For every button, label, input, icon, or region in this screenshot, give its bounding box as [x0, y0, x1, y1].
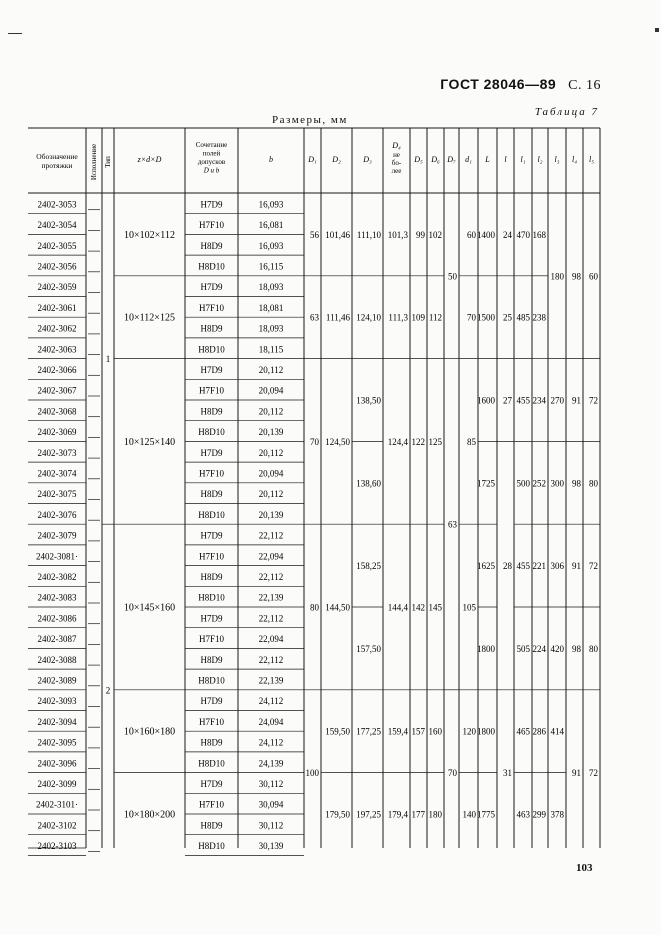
row-designation: 2402-3101· [36, 799, 78, 810]
row-b: 16,115 [258, 261, 284, 272]
merged-L: 1800 [477, 643, 495, 654]
row-b: 16,081 [258, 220, 284, 231]
merged-D2: 111,46 [325, 312, 350, 323]
row-tolerance: H8D9 [200, 737, 223, 748]
header-variant: Исполнение [90, 143, 98, 181]
merged-D1: 80 [310, 602, 319, 613]
row-designation: 2402-3096 [37, 758, 77, 769]
row-tolerance: H7F10 [198, 302, 225, 313]
row-b: 24,094 [258, 716, 284, 727]
row-tolerance: H7F10 [198, 634, 225, 645]
row-b: 20,139 [258, 427, 284, 438]
row-b: 18,081 [258, 302, 284, 313]
merged-zdD: 10×145×160 [123, 602, 176, 614]
merged-l2: 299 [532, 809, 546, 820]
merged-type: 1 [105, 354, 111, 365]
merged-l4: 98 [572, 643, 581, 654]
row-tolerance: H8D10 [198, 261, 225, 272]
row-designation: 2402-3093 [37, 696, 77, 707]
merged-L: 1725 [477, 478, 495, 489]
merged-D3: 157,50 [356, 643, 381, 654]
merged-D1: 100 [305, 768, 319, 779]
row-designation: 2402-3075 [37, 489, 77, 500]
merged-D4: 124,4 [387, 436, 408, 447]
row-designation: 2402-3099 [37, 778, 77, 789]
merged-D3: 177,25 [356, 726, 381, 737]
row-b: 22,112 [258, 530, 284, 541]
row-designation: 2402-3076 [37, 509, 77, 520]
row-designation: 2402-3054 [37, 220, 77, 231]
header-tolerance: Сочетание [195, 141, 228, 149]
merged-D4: 111,3 [388, 312, 408, 323]
row-b: 30,112 [258, 778, 284, 789]
row-designation: 2402-3094 [37, 716, 77, 727]
merged-D3: 124,10 [356, 312, 381, 323]
header-D1: D₁ [308, 155, 317, 164]
merged-l3: 306 [550, 561, 564, 572]
merged-D5: 109 [411, 312, 425, 323]
row-b: 20,112 [258, 447, 284, 458]
row-tolerance: H7F10 [198, 799, 225, 810]
row-designation: 2402-3088 [37, 654, 77, 665]
merged-D3: 158,25 [356, 561, 381, 572]
row-designation: 2402-3067 [37, 385, 77, 396]
merged-l2: 168 [532, 229, 546, 240]
row-b: 22,094 [258, 551, 284, 562]
merged-D4: 144,4 [387, 602, 408, 613]
merged-d1: 140 [462, 809, 476, 820]
row-b: 18,093 [258, 323, 284, 334]
header-l3: l₃ [554, 155, 560, 164]
merged-D1: 63 [310, 312, 319, 323]
row-tolerance: H7D9 [200, 282, 223, 293]
merged-l4: 91 [572, 561, 581, 572]
row-designation: 2402-3083 [37, 592, 77, 603]
row-tolerance: H7D9 [200, 199, 223, 210]
header-tolerance: D и b [203, 166, 220, 175]
row-designation: 2402-3059 [37, 282, 77, 293]
row-designation: 2402-3082 [37, 571, 77, 582]
header-D4: лее [391, 167, 402, 175]
merged-L: 1800 [477, 726, 495, 737]
dimensions-caption: Размеры, мм [272, 114, 348, 126]
merged-l5: 72 [589, 395, 598, 406]
merged-D6: 180 [428, 809, 442, 820]
merged-l3: 420 [550, 643, 564, 654]
merged-D6: 102 [428, 229, 442, 240]
row-designation: 2402-3102 [37, 820, 77, 831]
merged-l: 31 [503, 768, 512, 779]
row-tolerance: H8D10 [198, 592, 225, 603]
merged-l2: 221 [532, 561, 546, 572]
header-D4: не [393, 151, 400, 159]
header-tolerance: допусков [197, 158, 226, 166]
merged-type: 2 [105, 685, 111, 696]
header-D3: D₃ [363, 155, 372, 164]
row-tolerance: H7F10 [198, 220, 225, 231]
table-caption: Таблица 7 [534, 106, 599, 118]
merged-l4: 91 [572, 768, 581, 779]
merged-D3: 138,50 [356, 395, 381, 406]
row-tolerance: H8D10 [198, 758, 225, 769]
merged-l4: 91 [572, 395, 581, 406]
merged-l1: 465 [516, 726, 530, 737]
merged-L: 1400 [477, 229, 495, 240]
row-tolerance: H7F10 [198, 385, 225, 396]
page-number: 103 [576, 862, 593, 874]
row-designation: 2402-3062 [37, 323, 77, 334]
merged-l3: 180 [550, 271, 564, 282]
row-b: 20,094 [258, 468, 284, 479]
row-designation: 2402-3087 [37, 634, 77, 645]
header-l4: l₄ [571, 155, 578, 164]
row-designation: 2402-3081· [36, 551, 78, 562]
row-b: 22,112 [258, 654, 284, 665]
merged-l1: 485 [516, 312, 530, 323]
row-designation: 2402-3079 [37, 530, 77, 541]
row-b: 22,112 [258, 613, 284, 624]
header-D4: бо- [391, 159, 402, 167]
row-b: 30,139 [258, 841, 284, 852]
row-designation: 2402-3056 [37, 261, 77, 272]
merged-l4: 98 [572, 271, 581, 282]
row-b: 30,112 [258, 820, 284, 831]
merged-zdD: 10×112×125 [124, 312, 175, 324]
row-tolerance: H8D9 [200, 820, 223, 831]
merged-L: 1500 [477, 312, 495, 323]
gost-number: ГОСТ 28046—89 [440, 76, 557, 92]
merged-D5: 177 [411, 809, 425, 820]
merged-l3: 414 [550, 726, 564, 737]
header-D7: D₇ [447, 155, 456, 164]
merged-D3: 197,25 [356, 809, 381, 820]
row-tolerance: H8D10 [198, 427, 225, 438]
merged-D4: 101,3 [387, 229, 408, 240]
merged-D7: 50 [448, 271, 457, 282]
merged-l3: 270 [550, 395, 564, 406]
row-designation: 2402-3086 [37, 613, 77, 624]
merged-l5: 72 [589, 561, 598, 572]
row-designation: 2402-3061 [37, 302, 77, 313]
row-designation: 2402-3053 [37, 199, 77, 210]
row-tolerance: H8D9 [200, 323, 223, 334]
merged-D2: 144,50 [325, 602, 350, 613]
merged-D3: 111,10 [356, 229, 381, 240]
row-tolerance: H7D9 [200, 447, 223, 458]
row-tolerance: H7F10 [198, 716, 225, 727]
merged-d1: 85 [467, 436, 476, 447]
row-tolerance: H8D10 [198, 344, 225, 355]
merged-D2: 159,50 [325, 726, 350, 737]
merged-D2: 179,50 [325, 809, 350, 820]
row-designation: 2402-3068 [37, 406, 77, 417]
row-b: 22,094 [258, 634, 284, 645]
merged-D5: 142 [411, 602, 425, 613]
row-designation: 2402-3069 [37, 427, 77, 438]
row-tolerance: H8D9 [200, 489, 223, 500]
row-designation: 2402-3073 [37, 447, 77, 458]
row-b: 16,093 [258, 199, 284, 210]
merged-D2: 101,46 [325, 229, 350, 240]
merged-d1: 105 [462, 602, 476, 613]
merged-D7: 63 [448, 519, 457, 530]
merged-l1: 470 [516, 229, 530, 240]
header-l: l [504, 155, 507, 164]
merged-L: 1775 [477, 809, 495, 820]
merged-zdD: 10×160×180 [123, 726, 176, 738]
row-b: 30,094 [258, 799, 284, 810]
row-tolerance: H7D9 [200, 613, 223, 624]
row-designation: 2402-3089 [37, 675, 77, 686]
merged-D7: 70 [448, 768, 457, 779]
row-b: 20,112 [258, 406, 284, 417]
row-b: 22,112 [258, 571, 284, 582]
merged-D6: 112 [428, 312, 442, 323]
row-tolerance: H8D10 [198, 841, 225, 852]
header-D2: D₂ [332, 155, 341, 164]
row-designation: 2402-3103 [37, 841, 77, 852]
merged-D5: 99 [416, 229, 425, 240]
row-designation: 2402-3074 [37, 468, 77, 479]
header-l2: l₂ [537, 155, 543, 164]
row-tolerance: H7D9 [200, 364, 223, 375]
merged-D3: 138,60 [356, 478, 381, 489]
merged-l3: 378 [550, 809, 564, 820]
merged-D6: 160 [428, 726, 442, 737]
merged-zdD: 10×102×112 [124, 229, 175, 241]
merged-L: 1600 [477, 395, 495, 406]
merged-L: 1625 [477, 561, 495, 572]
row-b: 16,093 [258, 240, 284, 251]
header-b: b [269, 155, 273, 164]
merged-d1: 120 [462, 726, 476, 737]
row-tolerance: H7F10 [198, 551, 225, 562]
merged-l2: 224 [532, 643, 546, 654]
row-designation: 2402-3066 [37, 364, 77, 375]
row-b: 18,115 [258, 344, 284, 355]
row-b: 18,093 [258, 282, 284, 293]
merged-l2: 234 [532, 395, 546, 406]
row-tolerance: H8D9 [200, 406, 223, 417]
header-l1: l₁ [520, 155, 526, 164]
merged-l: 28 [503, 561, 512, 572]
header-L: L [485, 155, 490, 164]
header-D6: D₆ [431, 155, 440, 164]
row-b: 24,112 [258, 737, 284, 748]
merged-l: 24 [503, 229, 512, 240]
merged-zdD: 10×180×200 [123, 809, 176, 821]
merged-l1: 455 [516, 561, 530, 572]
header-tolerance: полей [202, 149, 221, 158]
merged-l2: 252 [532, 478, 546, 489]
row-tolerance: H7D9 [200, 696, 223, 707]
merged-l1: 455 [516, 395, 530, 406]
merged-D6: 125 [428, 436, 442, 447]
header-D4: D₄ [392, 141, 401, 150]
merged-l1: 500 [516, 478, 530, 489]
header-zdD: z×d×D [137, 155, 162, 164]
merged-d1: 60 [467, 229, 476, 240]
merged-l5: 60 [589, 271, 598, 282]
row-b: 20,139 [258, 509, 284, 520]
header-designation: Обозначение [36, 152, 78, 161]
merged-l5: 80 [589, 643, 598, 654]
merged-D5: 157 [411, 726, 425, 737]
merged-l3: 300 [550, 478, 564, 489]
merged-D1: 70 [310, 436, 319, 447]
row-b: 24,139 [258, 758, 284, 769]
row-b: 20,112 [258, 364, 284, 375]
merged-D4: 179,4 [387, 809, 408, 820]
header-type: Тип [104, 156, 112, 168]
row-tolerance: H8D10 [198, 509, 225, 520]
row-designation: 2402-3055 [37, 240, 77, 251]
header-D5: D₅ [414, 155, 423, 164]
merged-D5: 122 [411, 436, 425, 447]
row-tolerance: H7D9 [200, 530, 223, 541]
merged-d1: 70 [467, 312, 476, 323]
row-tolerance: H8D9 [200, 240, 223, 251]
row-tolerance: H7F10 [198, 468, 225, 479]
header-d1: d₁ [465, 155, 472, 164]
merged-zdD: 10×125×140 [123, 436, 176, 448]
row-b: 22,139 [258, 675, 284, 686]
page-label: С. 16 [568, 78, 601, 93]
merged-l1: 463 [516, 809, 530, 820]
merged-l1: 505 [516, 643, 530, 654]
merged-l5: 80 [589, 478, 598, 489]
header-l5: l₅ [588, 155, 595, 164]
row-tolerance: H7D9 [200, 778, 223, 789]
row-b: 20,094 [258, 385, 284, 396]
merged-l: 27 [503, 395, 512, 406]
row-tolerance: H8D9 [200, 654, 223, 665]
merged-D4: 159,4 [387, 726, 408, 737]
merged-l2: 286 [532, 726, 546, 737]
merged-l2: 238 [532, 312, 546, 323]
row-designation: 2402-3095 [37, 737, 77, 748]
merged-D1: 56 [310, 229, 319, 240]
row-b: 24,112 [258, 696, 284, 707]
row-designation: 2402-3063 [37, 344, 77, 355]
row-tolerance: H8D10 [198, 675, 225, 686]
row-b: 22,139 [258, 592, 284, 603]
merged-l: 25 [503, 312, 512, 323]
merged-D2: 124,50 [325, 436, 350, 447]
merged-l4: 98 [572, 478, 581, 489]
header-designation: протяжки [41, 161, 73, 170]
merged-D6: 145 [428, 602, 442, 613]
merged-l5: 72 [589, 768, 598, 779]
row-b: 20,112 [258, 489, 284, 500]
row-tolerance: H8D9 [200, 571, 223, 582]
